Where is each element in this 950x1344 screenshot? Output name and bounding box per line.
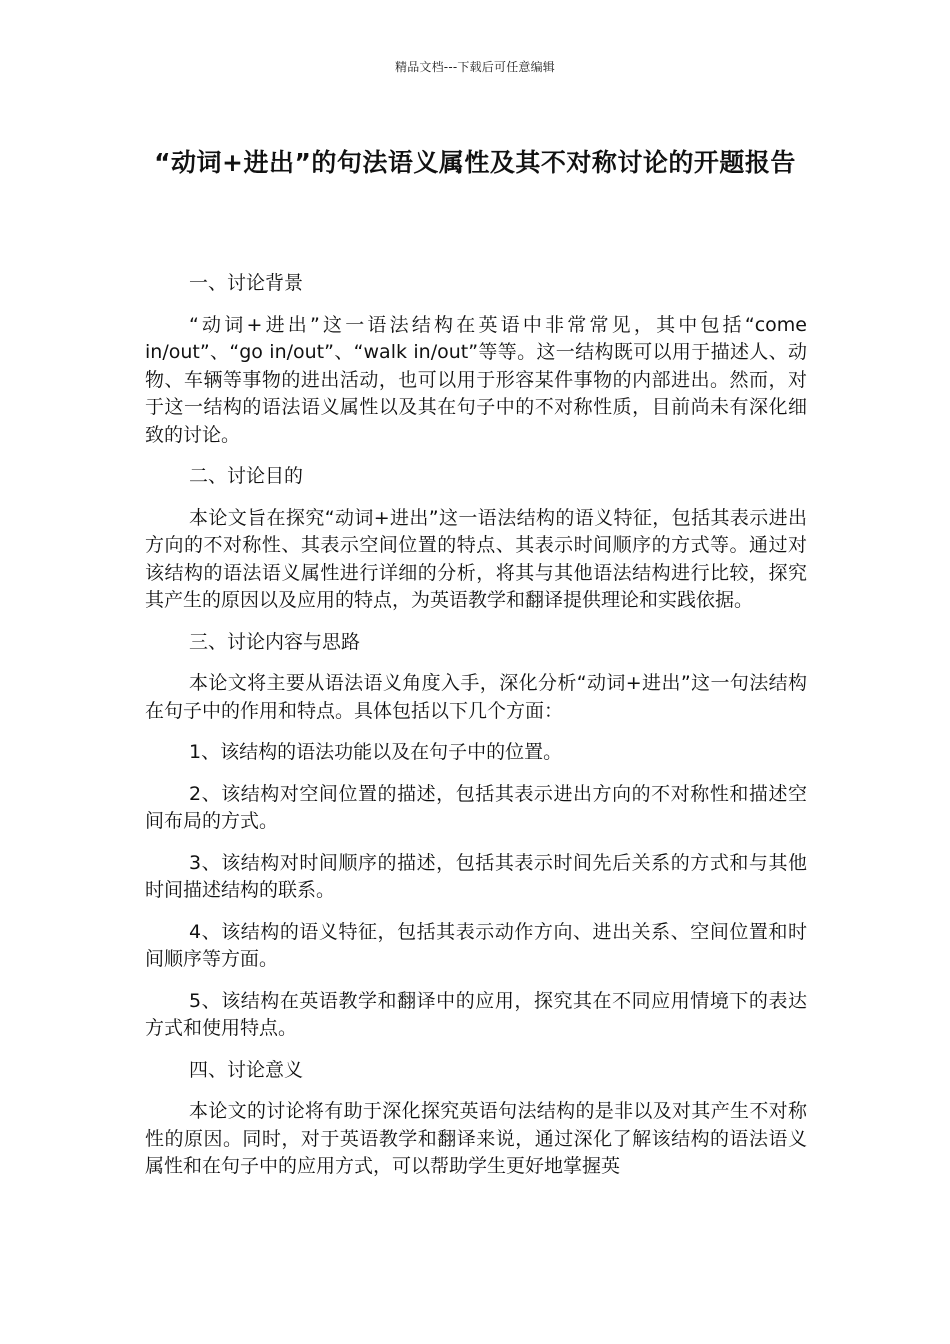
document-body [145, 270, 807, 1195]
list-item: 2、该结构对空间位置的描述，包括其表示进出方向的不对称性和描述空间布局的方式。 [145, 782, 807, 832]
paragraph-background: “动词+进出”这一语法结构在英语中非常常见，其中包括“come in/out”、“go in/out”、“walk in/out”等等。这一结构既可以用于描述人、动物、车辆等事物的进出活动，也可以用于形容某件事物的内部进出。然而，对于这一结构的语法语义属性以及其在句子中的不对称性质，目前尚未有深化细致的讨论。 [145, 313, 807, 446]
section-heading-purpose: 二、讨论目的 [189, 465, 304, 487]
list-item: 1、该结构的语法功能以及在句子中的位置。 [189, 741, 563, 763]
document-title: “动词+进出”的句法语义属性及其不对称讨论的开题报告 [154, 148, 796, 177]
list-item: 3、该结构对时间顺序的描述，包括其表示时间先后关系的方式和与其他时间描述结构的联系。 [145, 851, 807, 901]
paragraph-purpose: 本论文旨在探究“动词+进出”这一语法结构的语义特征，包括其表示进出方向的不对称性、其表示空间位置的特点、其表示时间顺序的方式等。通过对该结构的语法语义属性进行详细的分析，将其与其他语法结构进行比较，探究其产生的原因以及应用的特点，为英语教学和翻译提供理论和实践依据。 [145, 506, 807, 611]
paragraph-significance: 本论文的讨论将有助于深化探究英语句法结构的是非以及对其产生不对称性的原因。同时，对于英语教学和翻译来说，通过深化了解该结构的语法语义属性和在句子中的应用方式，可以帮助学生更好地掌握英 [145, 1100, 807, 1177]
section-heading-significance: 四、讨论意义 [189, 1058, 304, 1081]
list-item: 5、该结构在英语教学和翻译中的应用，探究其在不同应用情境下的表达方式和使用特点。 [145, 989, 807, 1039]
section-heading-background: 一、讨论背景 [189, 272, 304, 294]
paragraph-content: 本论文将主要从语法语义角度入手，深化分析“动词+进出”这一句法结构在句子中的作用和特点。具体包括以下几个方面： [145, 672, 807, 722]
header-note: 精品文档---下载后可任意编辑 [395, 60, 555, 74]
section-heading-content: 三、讨论内容与思路 [189, 630, 361, 653]
list-item: 4、该结构的语义特征，包括其表示动作方向、进出关系、空间位置和时间顺序等方面。 [145, 920, 807, 970]
